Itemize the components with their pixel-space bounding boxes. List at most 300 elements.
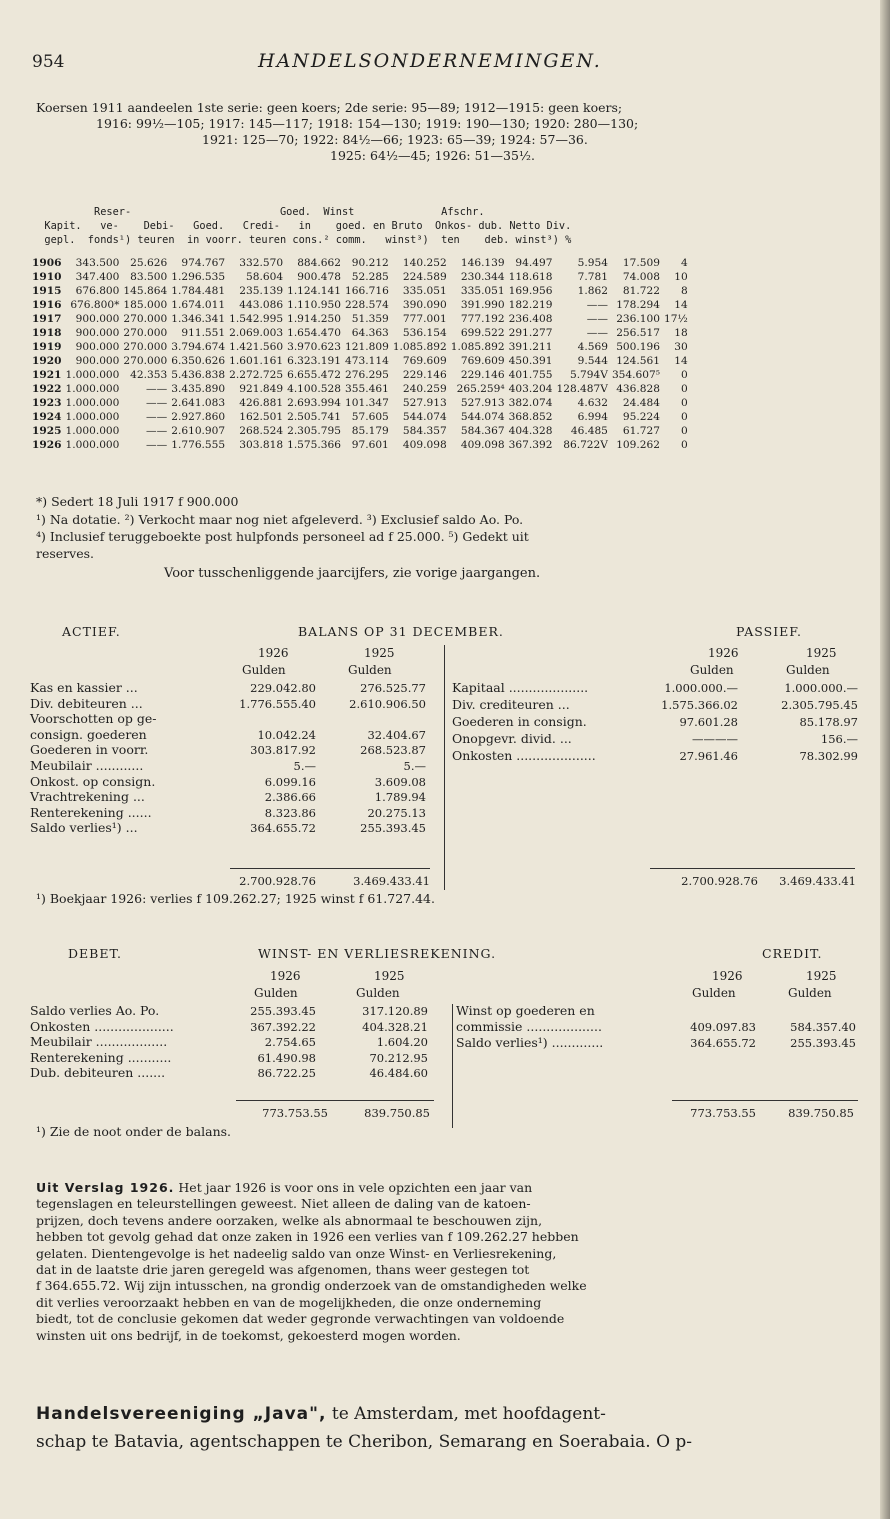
hist-cell: 544.074 (402, 411, 447, 423)
hist-cell: 900.000 (75, 355, 120, 367)
hist-cell: 4.100.528 (287, 383, 341, 395)
hist-cell: 0 (681, 425, 688, 437)
balans-total-1925: 3.469.433.41 (353, 874, 430, 888)
ledger-value-1926: 27.961.46 (679, 749, 738, 763)
hist-cell: 14 (674, 299, 688, 311)
unit-col: Gulden (788, 986, 832, 1000)
hist-cell: 5.954 (577, 257, 608, 269)
hist-cell: 270.000 (123, 355, 168, 367)
year-col: 1926 (712, 969, 743, 983)
hist-cell: 118.618 (508, 271, 553, 283)
hist-cell: 24.484 (622, 397, 660, 409)
ledger-value-1926: 255.393.45 (250, 1004, 316, 1018)
hist-cell: 90.212 (351, 257, 389, 269)
hist-cell: 128.487V (556, 383, 608, 395)
hist-cell: 900.000 (75, 313, 120, 325)
ledger-value-1925: 70.212.95 (369, 1050, 428, 1065)
hist-cell: 236.408 (508, 313, 553, 325)
hist-cell: —— (146, 397, 168, 409)
hist-cell: 332.570 (239, 257, 284, 269)
balans-total-1926-passief: 2.700.928.76 (681, 874, 758, 888)
hist-cell: 3.435.890 (171, 383, 226, 395)
hist-row (30, 312, 690, 326)
balans-divider (444, 645, 445, 890)
verslag-line: f 364.655.72. Wij zijn intusschen, na grondig onderzoek van de omstandigheden welke (36, 1278, 587, 1294)
hist-cell: 335.051 (402, 285, 447, 297)
hist-cell: 921.849 (239, 383, 284, 395)
verslag-line: biedt, tot de conclusie gekomen dat weder gegronde verwachtingen van voldoende (36, 1311, 565, 1327)
ledger-label: Dub. debiteuren ....... (30, 1065, 166, 1081)
hist-cell: 1.421.560 (229, 341, 284, 353)
ledger-value-1926: 1.776.555.40 (239, 696, 316, 711)
hist-cell: 10 (674, 271, 688, 283)
hist-cell: 166.716 (345, 285, 389, 297)
hist-cell: 17.509 (622, 257, 660, 269)
footnote: ¹) Na dotatie. ²) Verkocht maar nog niet afgeleverd. ³) Exclusief saldo Ao. Po. (36, 512, 524, 527)
ledger-value-1925: 85.178.97 (799, 715, 858, 729)
hist-cell: 900.478 (297, 271, 341, 283)
ledger-value-1925: 1.789.94 (374, 790, 426, 805)
hist-cell: 124.561 (616, 355, 660, 367)
running-head: HANDELSONDERNEMINGEN. (258, 50, 602, 72)
hist-cell: 74.008 (622, 271, 660, 283)
next-entry-name: Handelsvereeniging „Java", (36, 1404, 327, 1424)
hist-year: 1922 (32, 383, 62, 395)
year-col: 1926 (258, 646, 289, 660)
unit-col: Gulden (786, 663, 830, 677)
koersen-line: 1916: 99½—105; 1917: 145—117; 1918: 154—130; 1919: 190—130; 1920: 280—130; (96, 116, 639, 131)
ledger-value-1926: 1.000.000.— (664, 681, 738, 695)
hist-cell: 347.400 (75, 271, 120, 283)
ledger-label: Winst op goederen en (456, 1003, 595, 1018)
ledger-value-1925: 3.609.08 (374, 774, 426, 789)
ledger-value-1925: 78.302.99 (799, 749, 858, 763)
hist-cell: 2.641.083 (171, 397, 226, 409)
hist-year: 1918 (32, 327, 62, 339)
hist-row (30, 270, 690, 284)
ledger-value-1925: 584.357.40 (790, 1020, 856, 1034)
hist-cell: 367.392 (508, 439, 553, 451)
hist-cell: —— (146, 439, 168, 451)
hist-cell: 2.505.741 (287, 411, 341, 423)
balans-total-1925-passief: 3.469.433.41 (779, 874, 856, 888)
hist-cell: 884.662 (297, 257, 341, 269)
hist-cell: 777.192 (460, 313, 505, 325)
ledger-value-1926: 364.655.72 (250, 821, 316, 836)
ledger-value-1925: 156.— (820, 732, 858, 746)
hist-row (30, 354, 690, 368)
hist-header-line: Kapit. ve- Debi- Goed. Credi- in goed. en Bruto Onkos- dub. Netto Div. (32, 220, 572, 232)
ledger-label: Div. crediteuren ... (452, 697, 570, 712)
hist-cell: 230.344 (460, 271, 505, 283)
hist-cell: 2.610.907 (171, 425, 226, 437)
unit-col: Gulden (254, 986, 298, 1000)
historical-figures-table (30, 256, 690, 452)
hist-cell: 1.914.250 (287, 313, 341, 325)
hist-year: 1919 (32, 341, 62, 353)
ledger-value-1925: 2.610.906.50 (349, 696, 426, 711)
hist-cell: 401.755 (508, 369, 553, 381)
hist-cell: 527.913 (402, 397, 447, 409)
ledger-value-1925: 276.525.77 (360, 681, 426, 695)
hist-cell: 536.154 (402, 327, 447, 339)
unit-col: Gulden (242, 663, 286, 677)
hist-cell: 140.252 (402, 257, 447, 269)
hist-cell: 676.800 (75, 285, 120, 297)
hist-cell: 17½ (664, 313, 688, 325)
ledger-label: Goederen in voorr. (30, 742, 149, 758)
hist-cell: 777.001 (402, 313, 447, 325)
hist-cell: 911.551 (181, 327, 226, 339)
hist-cell: 391.990 (460, 299, 505, 311)
hist-cell: 335.051 (460, 285, 505, 297)
hist-cell: 584.357 (402, 425, 447, 437)
hist-cell: 368.852 (508, 411, 553, 423)
verslag-line: prijzen, doch tevens andere oorzaken, welke als abnormaal te beschouwen zijn, (36, 1212, 543, 1228)
hist-row (30, 410, 690, 424)
hist-cell: 382.074 (508, 397, 553, 409)
verslag-text: Het jaar 1926 is voor ons in vele opzichten een jaar van (178, 1180, 533, 1195)
footnote: Voor tusschenliggende jaarcijfers, zie vorige jaargangen. (164, 566, 541, 581)
next-entry-rest: te Amsterdam, met hoofdagent- (331, 1404, 606, 1424)
hist-cell: 109.262 (616, 439, 660, 451)
hist-cell: 6.994 (577, 411, 608, 423)
hist-cell: 769.609 (460, 355, 505, 367)
hist-row (30, 382, 690, 396)
hist-cell: 676.800* (70, 299, 120, 311)
ledger-value-1926: 364.655.72 (690, 1036, 756, 1050)
ledger-value-1926: 5.— (293, 759, 316, 773)
hist-cell: 162.501 (239, 411, 284, 423)
verslag-line: gelaten. Dientengevolge is het nadeelig saldo van onze Winst- en Verliesrekening, (36, 1245, 557, 1261)
debet-label: DEBET. (68, 946, 122, 961)
hist-cell: 7.781 (577, 271, 608, 283)
verslag-line: dat in de laatste drie jaren geregeld was afgenomen, thans weer gestegen tot (36, 1262, 530, 1277)
hist-cell: 426.881 (239, 397, 284, 409)
ledger-label: Meubilair .................. (30, 1034, 168, 1050)
hist-cell: 1.654.470 (287, 327, 341, 339)
hist-cell: 265.259⁴ (456, 383, 505, 395)
hist-cell: 4.569 (577, 341, 608, 353)
hist-cell: 900.000 (75, 341, 120, 353)
hist-cell: 121.809 (345, 341, 389, 353)
hist-cell: 228.574 (345, 299, 389, 311)
hist-cell: 9.544 (577, 355, 608, 367)
balans-note: ¹) Boekjaar 1926: verlies f 109.262.27; 1925 winst f 61.727.44. (36, 891, 435, 906)
hist-cell: 1.085.892 (450, 341, 505, 353)
verslag-line: hebben tot gevolg gehad dat onze zaken in 1926 een verlies van f 109.262.27 hebben (36, 1229, 579, 1245)
ledger-value-1925: 46.484.60 (369, 1066, 428, 1081)
hist-cell: 146.139 (460, 257, 505, 269)
hist-row (30, 298, 690, 312)
hist-cell: 169.956 (508, 285, 553, 297)
ledger-label: Meubilair ............ (30, 758, 144, 773)
hist-cell: 4 (681, 257, 688, 269)
hist-row (30, 424, 690, 438)
ledger-value-1925: 20.275.13 (367, 805, 426, 820)
hist-cell: 85.179 (351, 425, 389, 437)
hist-cell: 6.350.626 (171, 355, 226, 367)
hist-cell: 1.674.011 (171, 299, 226, 311)
hist-cell: 1.346.341 (171, 313, 226, 325)
hist-year: 1915 (32, 285, 62, 297)
wv-divider (452, 1004, 453, 1128)
hist-cell: —— (146, 383, 168, 395)
next-entry-line (36, 1404, 606, 1424)
hist-cell: 473.114 (345, 355, 389, 367)
hist-cell: 2.693.994 (287, 397, 341, 409)
hist-year: 1926 (32, 439, 62, 451)
hist-cell: 18 (674, 327, 688, 339)
ledger-value-1926: 61.490.98 (257, 1050, 316, 1065)
ledger-value-1926: 2.754.65 (264, 1035, 316, 1050)
hist-cell: 145.864 (123, 285, 168, 297)
ledger-label: Saldo verlies¹) ... (30, 820, 138, 836)
ledger-value-1926: 2.386.66 (264, 790, 316, 805)
ledger-label: Kapitaal .................... (452, 680, 589, 695)
hist-cell: 584.367 (460, 425, 505, 437)
hist-cell: 270.000 (123, 327, 168, 339)
hist-cell: 1.601.161 (229, 355, 284, 367)
hist-cell: 303.818 (239, 439, 284, 451)
hist-year: 1910 (32, 271, 62, 283)
ledger-label: Kas en kassier ... (30, 680, 138, 695)
hist-cell: —— (586, 299, 608, 311)
actief-label: ACTIEF. (62, 624, 121, 639)
hist-year: 1917 (32, 313, 62, 325)
hist-cell: 404.328 (508, 425, 553, 437)
hist-cell: 1.575.366 (287, 439, 341, 451)
hist-cell: 81.722 (622, 285, 660, 297)
ledger-label: commissie ................... (456, 1019, 602, 1034)
hist-cell: 25.626 (130, 257, 168, 269)
ledger-value-1926: 6.099.16 (264, 774, 316, 789)
year-col: 1925 (374, 969, 405, 983)
hist-cell: 699.522 (460, 327, 505, 339)
hist-cell: 95.224 (622, 411, 660, 423)
hist-row (30, 284, 690, 298)
hist-cell: 6.655.472 (287, 369, 341, 381)
ledger-value-1925: 5.— (403, 759, 426, 773)
hist-cell: 527.913 (460, 397, 505, 409)
hist-cell: 3.794.674 (171, 341, 226, 353)
hist-cell: 276.295 (345, 369, 389, 381)
verslag-line: tegenslagen en teleurstellingen geweest. Niet alleen de daling van de katoen- (36, 1196, 531, 1212)
hist-cell: —— (146, 411, 168, 423)
hist-cell: 1.000.000 (65, 369, 120, 381)
total-rule (672, 1100, 858, 1101)
total-rule (230, 868, 430, 869)
hist-cell: 30 (674, 341, 688, 353)
footnote: *) Sedert 18 Juli 1917 f 900.000 (36, 494, 239, 509)
hist-cell: 94.497 (515, 257, 553, 269)
ledger-value-1925: 2.305.795.45 (781, 698, 858, 712)
passief-label: PASSIEF. (736, 624, 802, 639)
hist-cell: 229.146 (402, 369, 447, 381)
hist-cell: 185.000 (123, 299, 168, 311)
koersen-line: Koersen 1911 aandeelen 1ste serie: geen koers; 2de serie: 95—89; 1912—1915: geen koers; (36, 100, 623, 115)
hist-cell: 391.211 (508, 341, 553, 353)
footnote: reserves. (36, 546, 95, 561)
hist-cell: 1.124.141 (287, 285, 341, 297)
year-col: 1925 (364, 646, 395, 660)
hist-cell: 3.970.623 (287, 341, 341, 353)
verslag-line: winsten uit ons bedrijf, in de toekomst, gekoesterd mogen worden. (36, 1327, 461, 1343)
hist-cell: 1.542.995 (229, 313, 284, 325)
ledger-label: consign. goederen (30, 726, 147, 742)
ledger-value-1926: 409.097.83 (690, 1020, 756, 1034)
hist-cell: 500.196 (616, 341, 660, 353)
hist-cell: 236.100 (616, 313, 660, 325)
hist-cell: 354.607⁵ (611, 369, 660, 381)
hist-cell: 355.461 (345, 383, 389, 395)
year-col: 1926 (708, 646, 739, 660)
hist-cell: 1.784.481 (171, 285, 226, 297)
hist-cell: 2.069.003 (229, 327, 284, 339)
page-number: 954 (32, 52, 65, 72)
hist-cell: 403.204 (508, 383, 553, 395)
hist-row (30, 326, 690, 340)
hist-row (30, 396, 690, 410)
ledger-value-1926: 8.323.86 (264, 805, 316, 820)
hist-cell: 1.000.000 (65, 411, 120, 423)
hist-cell: 0 (681, 411, 688, 423)
hist-cell: 256.517 (616, 327, 660, 339)
hist-cell: 409.098 (402, 439, 447, 451)
ledger-value-1926: ———— (692, 732, 738, 746)
hist-year: 1921 (32, 369, 62, 381)
wv-total-1925: 839.750.85 (364, 1106, 430, 1120)
hist-cell: 1.110.950 (287, 299, 341, 311)
hist-year: 1920 (32, 355, 62, 367)
hist-cell: —— (146, 425, 168, 437)
hist-cell: 769.609 (402, 355, 447, 367)
ledger-label: Saldo verlies¹) ............. (456, 1035, 604, 1050)
verslag-line: dit verlies veroorzaakt hebben en van de mogelijkheden, die onze onderneming (36, 1294, 542, 1310)
ledger-value-1925: 255.393.45 (360, 821, 426, 836)
total-rule (236, 1100, 434, 1101)
page-edge-shadow (880, 0, 890, 1519)
ledger-value-1926: 1.575.366.02 (661, 698, 738, 712)
footnote: ⁴) Inclusief teruggeboekte post hulpfonds personeel ad f 25.000. ⁵) Gedekt uit (36, 529, 529, 544)
hist-cell: 1.000.000 (65, 439, 120, 451)
hist-cell: 1.000.000 (65, 397, 120, 409)
wv-title: WINST- EN VERLIESREKENING. (258, 946, 497, 961)
hist-cell: 544.074 (460, 411, 505, 423)
total-rule (650, 868, 855, 869)
hist-cell: 57.605 (351, 411, 389, 423)
hist-cell: 343.500 (75, 257, 120, 269)
hist-row (30, 438, 690, 452)
hist-row (30, 340, 690, 354)
hist-cell: 450.391 (508, 355, 553, 367)
koersen-line: 1921: 125—70; 1922: 84½—66; 1923: 65—39; 1924: 57—36. (202, 132, 588, 147)
ledger-value-1926: 229.042.80 (250, 681, 316, 695)
ledger-label: Onkosten .................... (452, 748, 596, 763)
hist-cell: 52.285 (351, 271, 389, 283)
ledger-label: Renterekening ........... (30, 1049, 172, 1065)
hist-cell: 974.767 (181, 257, 226, 269)
hist-year: 1906 (32, 257, 62, 269)
hist-header-line: Reser- Goed. Winst Afschr. (32, 206, 485, 218)
ledger-label: Goederen in consign. (452, 714, 587, 729)
ledger-label: Renterekening ...... (30, 804, 152, 820)
next-entry-line2: schap te Batavia, agentschappen te Cheribon, Semarang en Soerabaia. O p- (36, 1432, 693, 1452)
hist-cell: 409.098 (460, 439, 505, 451)
credit-label: CREDIT. (762, 946, 823, 961)
verslag-first-line (36, 1180, 532, 1195)
hist-row (30, 368, 690, 382)
ledger-value-1926: 10.042.24 (257, 727, 316, 742)
verslag-lead: Uit Verslag 1926. (36, 1180, 175, 1195)
ledger-label: Saldo verlies Ao. Po. (30, 1003, 160, 1018)
hist-cell: 0 (681, 383, 688, 395)
ledger-value-1925: 268.523.87 (360, 743, 426, 758)
hist-cell: 1.862 (577, 285, 608, 297)
hist-year: 1925 (32, 425, 62, 437)
hist-cell: 229.146 (460, 369, 505, 381)
unit-col: Gulden (356, 986, 400, 1000)
hist-cell: 83.500 (130, 271, 168, 283)
year-col: 1926 (270, 969, 301, 983)
ledger-value-1926: 367.392.22 (250, 1019, 316, 1034)
hist-cell: 268.524 (239, 425, 284, 437)
ledger-label: Onkosten .................... (30, 1018, 174, 1034)
year-col: 1925 (806, 969, 837, 983)
hist-cell: 178.294 (616, 299, 660, 311)
hist-year: 1916 (32, 299, 62, 311)
hist-cell: 58.604 (246, 271, 284, 283)
hist-cell: —— (586, 327, 608, 339)
hist-cell: 1.776.555 (171, 439, 226, 451)
hist-cell: 46.485 (570, 425, 608, 437)
ledger-label: Onkost. op consign. (30, 773, 156, 789)
ledger-value-1925: 32.404.67 (367, 727, 426, 742)
hist-cell: 900.000 (75, 327, 120, 339)
hist-cell: 51.359 (351, 313, 389, 325)
ledger-label: Vrachtrekening ... (30, 789, 145, 805)
ledger-value-1926: 86.722.25 (257, 1066, 316, 1081)
wv-note: ¹) Zie de noot onder de balans. (36, 1124, 232, 1139)
wv-total-1926: 773.753.55 (262, 1106, 328, 1120)
year-col: 1925 (806, 646, 837, 660)
hist-cell: 97.601 (351, 439, 389, 451)
hist-cell: 61.727 (622, 425, 660, 437)
hist-cell: 5.436.838 (171, 369, 226, 381)
ledger-label: Onopgevr. divid. ... (452, 731, 572, 746)
wv-total-1925-credit: 839.750.85 (788, 1106, 854, 1120)
hist-cell: 0 (681, 439, 688, 451)
hist-header-line: gepl. fonds¹) teuren in voorr. teuren cons.² comm. winst³) ten deb. winst³) % (32, 234, 572, 246)
hist-cell: 0 (681, 369, 688, 381)
hist-cell: 2.305.795 (287, 425, 341, 437)
hist-cell: 224.589 (402, 271, 447, 283)
hist-cell: 443.086 (239, 299, 284, 311)
hist-cell: 270.000 (123, 341, 168, 353)
hist-cell: 14 (674, 355, 688, 367)
hist-cell: 390.090 (402, 299, 447, 311)
ledger-value-1925: 404.328.21 (362, 1019, 428, 1034)
hist-cell: 4.632 (577, 397, 608, 409)
hist-year: 1923 (32, 397, 62, 409)
ledger-value-1925: 1.000.000.— (784, 681, 858, 695)
hist-cell: 8 (681, 285, 688, 297)
ledger-value-1926: 97.601.28 (679, 715, 738, 729)
hist-cell: 291.277 (508, 327, 553, 339)
ledger-label: Voorschotten op ge- (30, 711, 157, 727)
hist-cell: 42.353 (130, 369, 168, 381)
hist-cell: 64.363 (351, 327, 389, 339)
